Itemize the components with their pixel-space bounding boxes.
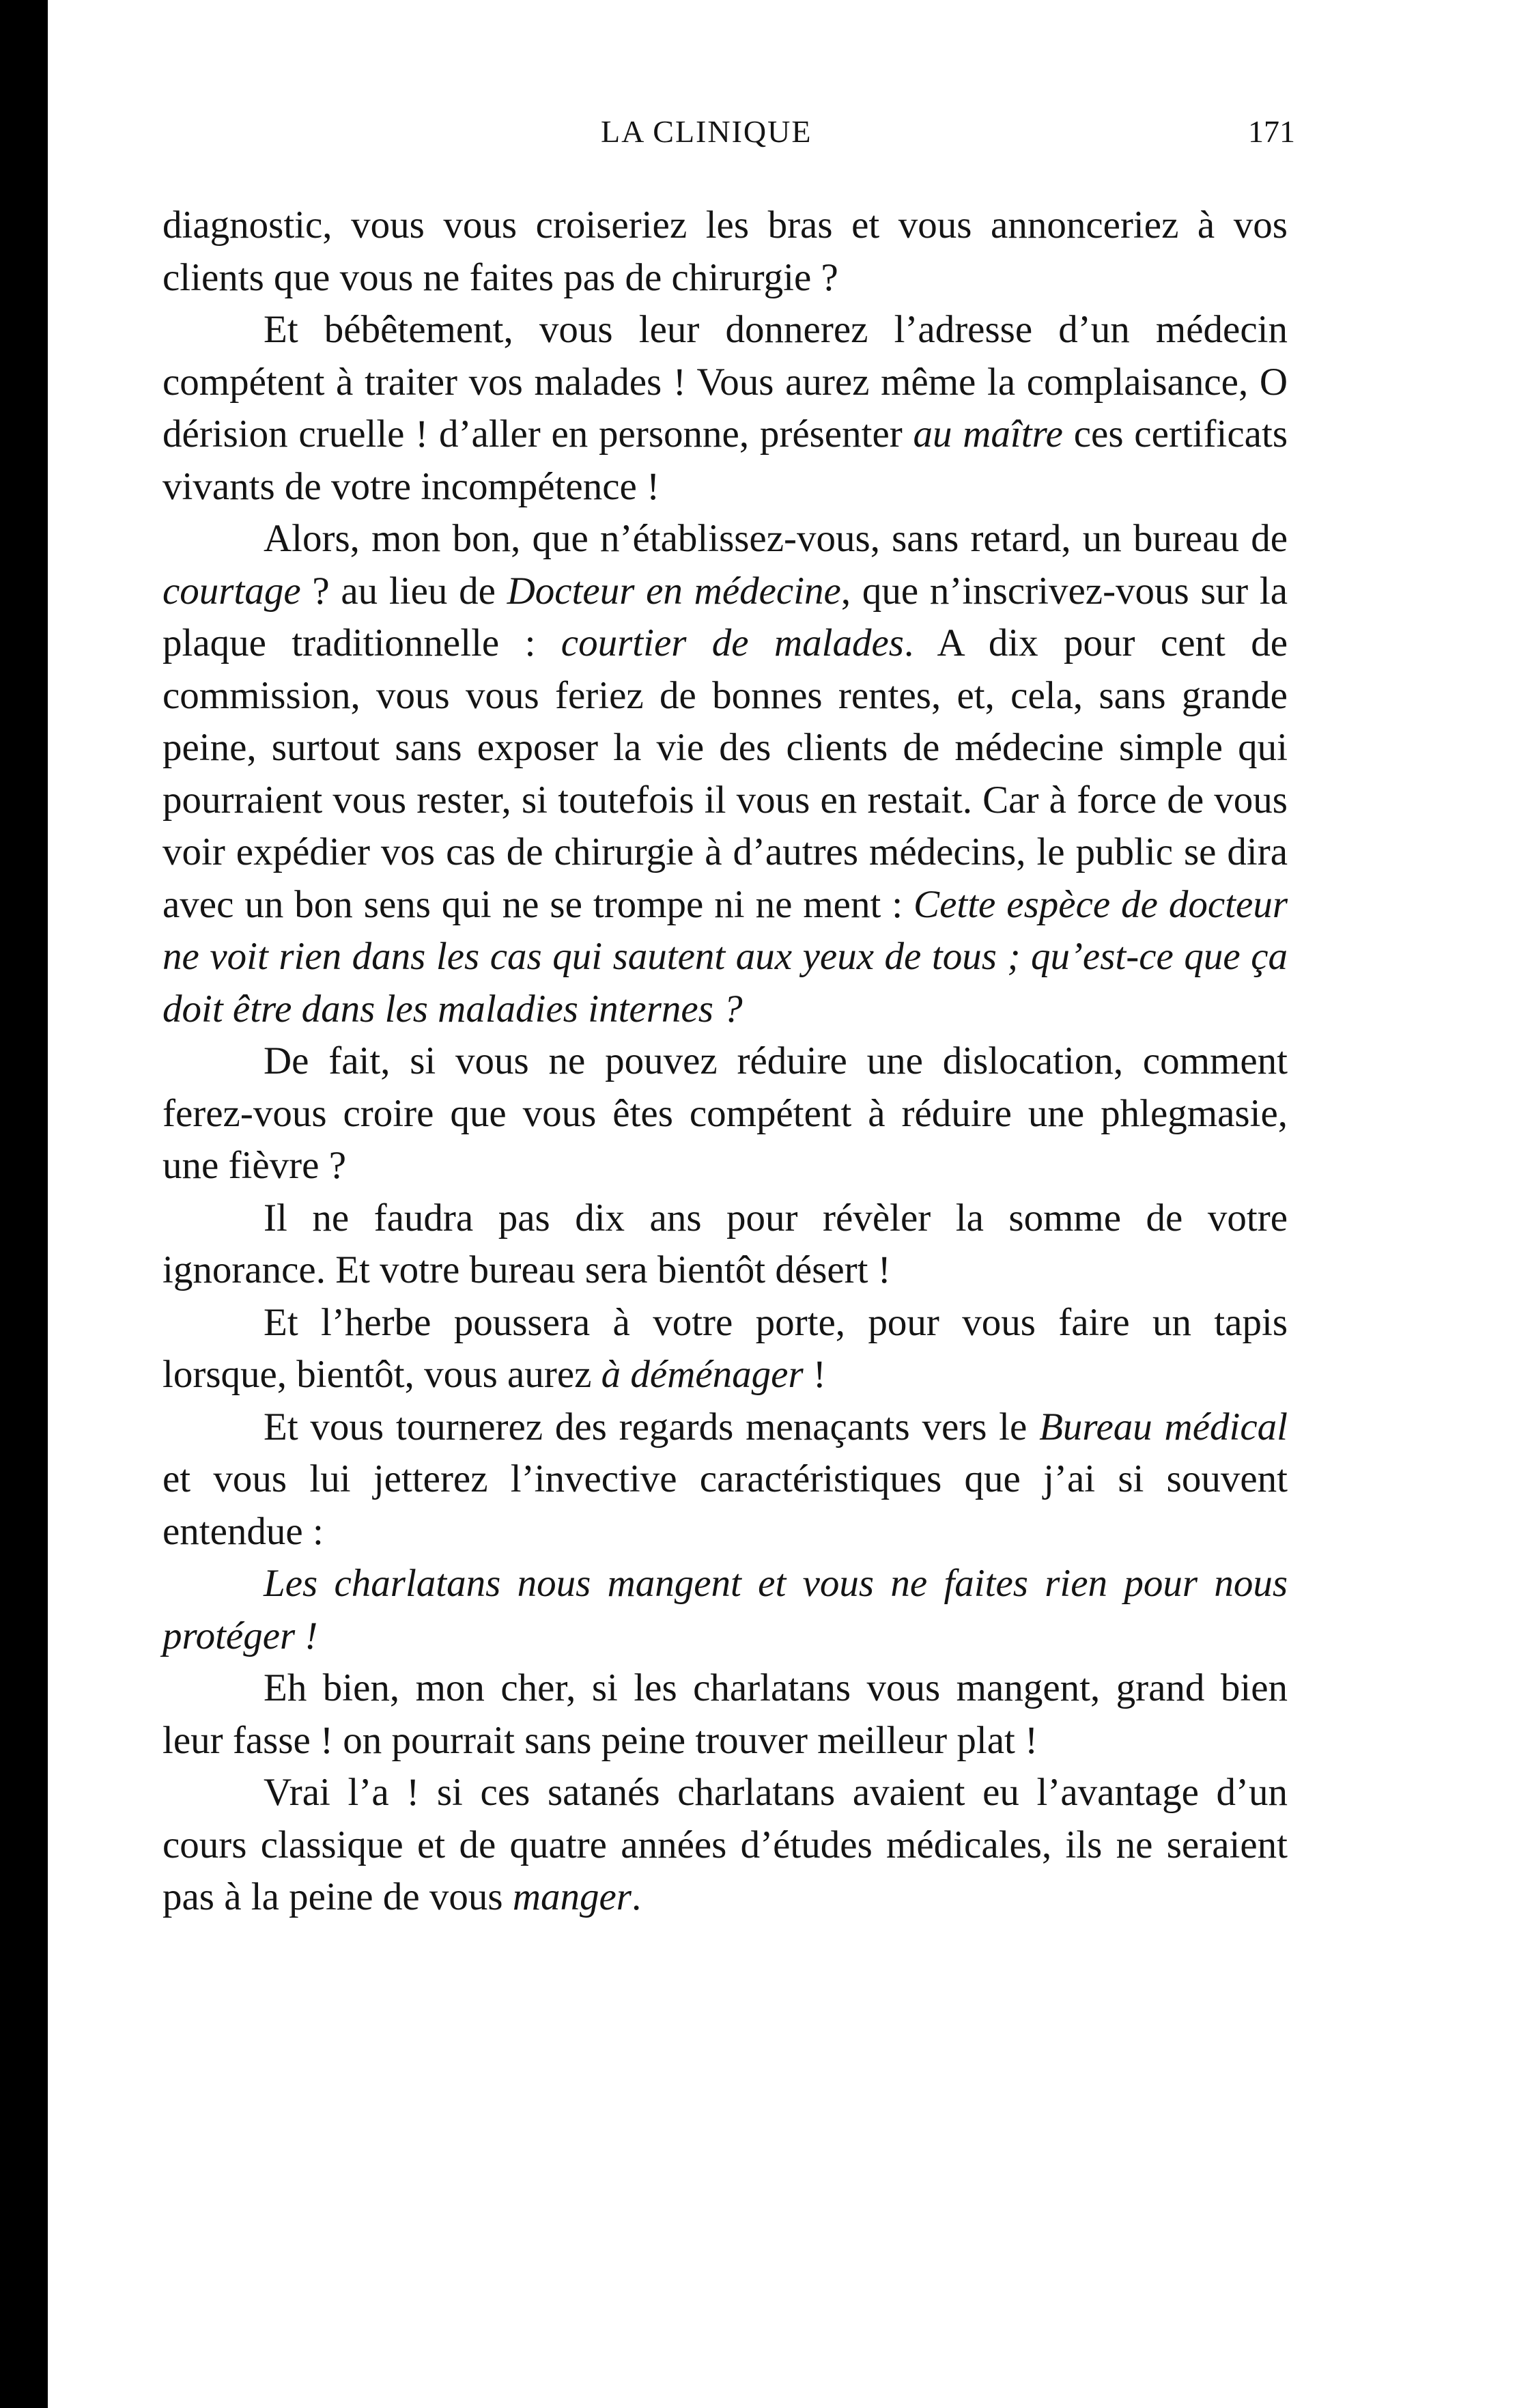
scan-edge-shadow	[0, 0, 48, 2408]
running-head: LA CLINIQUE	[601, 114, 812, 149]
text-run: Eh bien, mon cher, si les charlatans vous mangent, grand bien leur fasse ! on pourrait sans peine trouver meilleur plat !	[162, 1666, 1288, 1762]
text-run: ces certificats vivants de votre incompétence !	[162, 412, 1288, 508]
text-run: De fait, si vous ne pouvez réduire une dislocation, comment ferez-vous croire que vous êtes compétent à réduire une phlegmasie, une fièvre ?	[162, 1039, 1288, 1187]
italic-text: courtier de malades	[561, 621, 904, 664]
text-run: !	[803, 1353, 826, 1396]
italic-text: Docteur en médecine	[507, 569, 841, 613]
text-run: Vrai l’a ! si ces satanés charlatans avaient eu l’avantage d’un cours classique et de quatre années d’études médicales, ils ne seraient pas à la peine de vous	[162, 1771, 1288, 1918]
text-run: diagnostic, vous vous croiseriez les bras et vous annonceriez à vos clients que vous ne faites pas de chirurgie ?	[162, 204, 1288, 299]
text-run: Et l’herbe poussera à votre porte, pour vous faire un tapis lorsque, bientôt, vous aurez	[162, 1300, 1288, 1396]
text-run: , que n’inscrivez-vous sur la plaque traditionnelle :	[162, 569, 1288, 664]
paragraph	[162, 1035, 1288, 1192]
paragraph	[162, 1662, 1288, 1767]
text-run: . A dix pour cent de commission, vous vous feriez de bonnes rentes, et, cela, sans grande peine, surtout sans exposer la vie des clients de médecine simple qui pourraient vous rester, si toutefois il vous en restait. Car à force de vous voir expédier vos cas de chirurgie à d’autres médecins, le public se dira avec un bon sens qui ne se trompe ni ne ment :	[162, 621, 1288, 926]
text-run: et vous lui jetterez l’invective caractéristiques que j’ai si souvent entendue :	[162, 1457, 1288, 1553]
italic-text: Cette espèce de docteur ne voit rien dans les cas qui sautent aux yeux de tous ; qu’est-ce que ça doit être dans les maladies internes ?	[162, 882, 1288, 1031]
paragraph	[162, 1401, 1288, 1558]
text-run: Et vous tournerez des regards menaçants vers le	[264, 1405, 1040, 1448]
text-run: Il ne faudra pas dix ans pour révèler la somme de votre ignorance. Et votre bureau sera bientôt désert !	[162, 1196, 1288, 1291]
italic-text: courtage	[162, 569, 301, 613]
paragraph	[162, 304, 1288, 513]
paragraph	[162, 513, 1288, 1035]
paragraph	[162, 199, 1288, 304]
text-run: ? au lieu de	[300, 569, 507, 613]
paragraph	[162, 1558, 1288, 1662]
text-run: Et bébêtement, vous leur donnerez l’adresse d’un médecin compétent à traiter vos malades ! Vous aurez même la complaisance, O dérision cruelle ! d’aller en personne, présenter	[162, 308, 1288, 456]
paragraph	[162, 1767, 1288, 1924]
italic-text: Bureau médical	[1039, 1405, 1288, 1448]
italic-text: au maître	[913, 412, 1063, 456]
page-number: 171	[1248, 114, 1295, 149]
paragraph	[162, 1297, 1288, 1401]
text-run: .	[632, 1875, 642, 1918]
text-run: Alors, mon bon, que n’établissez-vous, sans retard, un bureau de	[264, 517, 1288, 560]
italic-text: manger	[512, 1875, 632, 1918]
italic-text: Les charlatans nous mangent et vous ne faites rien pour nous protéger !	[162, 1562, 1288, 1657]
paragraph	[162, 1192, 1288, 1297]
body-text	[162, 199, 1288, 1924]
italic-text: à déménager	[601, 1353, 804, 1396]
